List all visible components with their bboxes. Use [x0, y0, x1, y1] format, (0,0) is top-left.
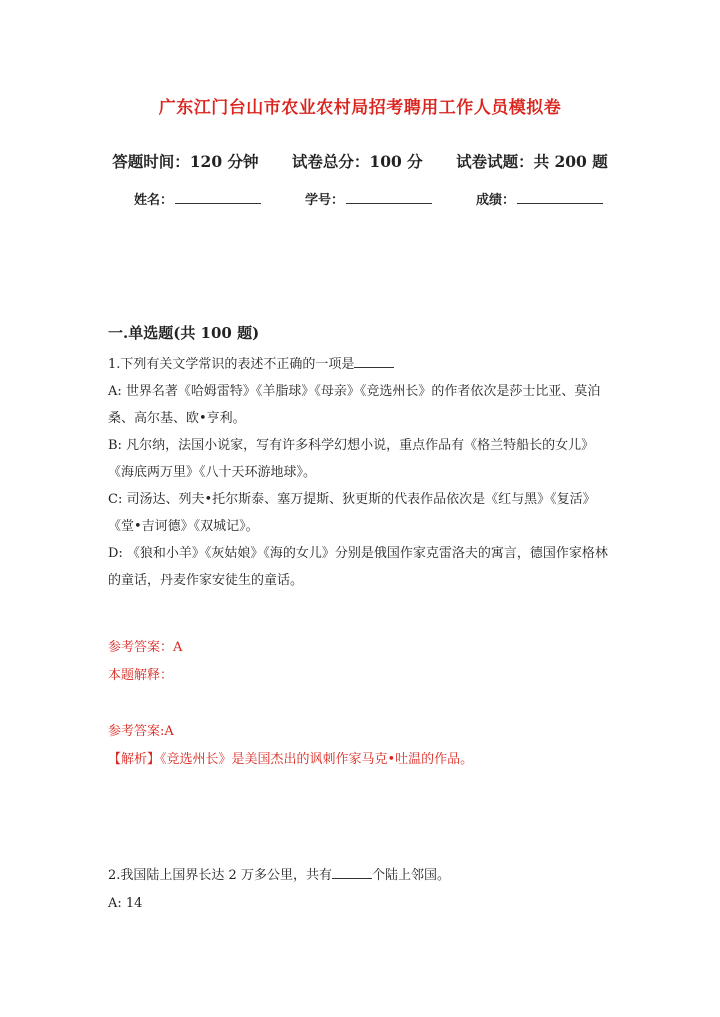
- reference-answer-2: 参考答案:A: [108, 724, 174, 739]
- student-id-field: [305, 189, 432, 208]
- exam-question-count: 试卷试题：共 200 题: [456, 152, 608, 171]
- grade-field: [476, 189, 603, 208]
- answer-blank: [354, 355, 394, 368]
- name-field: [134, 189, 261, 208]
- student-id-blank: [346, 191, 432, 204]
- exam-meta: [0, 150, 720, 172]
- analysis-text: 【解析】《竞选州长》是美国杰出的讽刺作家马克•吐温的作品。: [108, 752, 474, 767]
- page-title: 广东江门台山市农业农村局招考聘用工作人员模拟卷: [158, 98, 562, 118]
- name-label: 姓名：: [134, 193, 174, 208]
- name-blank: [175, 191, 261, 204]
- grade-blank: [517, 191, 603, 204]
- exam-total-score: 试卷总分：100 分: [291, 152, 423, 171]
- question-1-stem: 1.下列有关文学常识的表述不正确的一项是: [108, 351, 613, 378]
- question-1-option-c: C: 司汤达、列夫•托尔斯泰、塞万提斯、狄更斯的代表作品依次是《红与黑》《复活》《堂•吉诃德》《双城记》。: [108, 492, 596, 534]
- question-1: [108, 351, 613, 594]
- section-title: 一.单选题(共 100 题): [108, 324, 260, 342]
- question-2-stem: 2.我国陆上国界长达 2 万多公里，共有 个陆上邻国。: [108, 868, 450, 883]
- student-id-label: 学号：: [305, 193, 345, 208]
- question-1-option-a: A: 世界名著《哈姆雷特》《羊脂球》《母亲》《竞选州长》的作者依次是莎士比亚、莫泊桑、高尔基、欧•亨利。: [108, 384, 601, 426]
- question-1-option-d: D: 《狼和小羊》《灰姑娘》《海的女儿》分别是俄国作家克雷洛夫的寓言，德国作家格林的童话，丹麦作家安徒生的童话。: [108, 546, 608, 588]
- explanation-label: 本题解释：: [108, 668, 174, 683]
- answer-blank: [332, 866, 372, 879]
- reference-answer: 参考答案：A: [108, 640, 183, 655]
- question-2-option-a: A: 14: [108, 896, 143, 911]
- exam-time: 答题时间：120 分钟: [112, 152, 259, 171]
- question-1-option-b: B: 凡尔纳，法国小说家，写有许多科学幻想小说，重点作品有《格兰特船长的女儿》《海底两万里》《八十天环游地球》。: [108, 438, 595, 480]
- grade-label: 成绩：: [476, 193, 516, 208]
